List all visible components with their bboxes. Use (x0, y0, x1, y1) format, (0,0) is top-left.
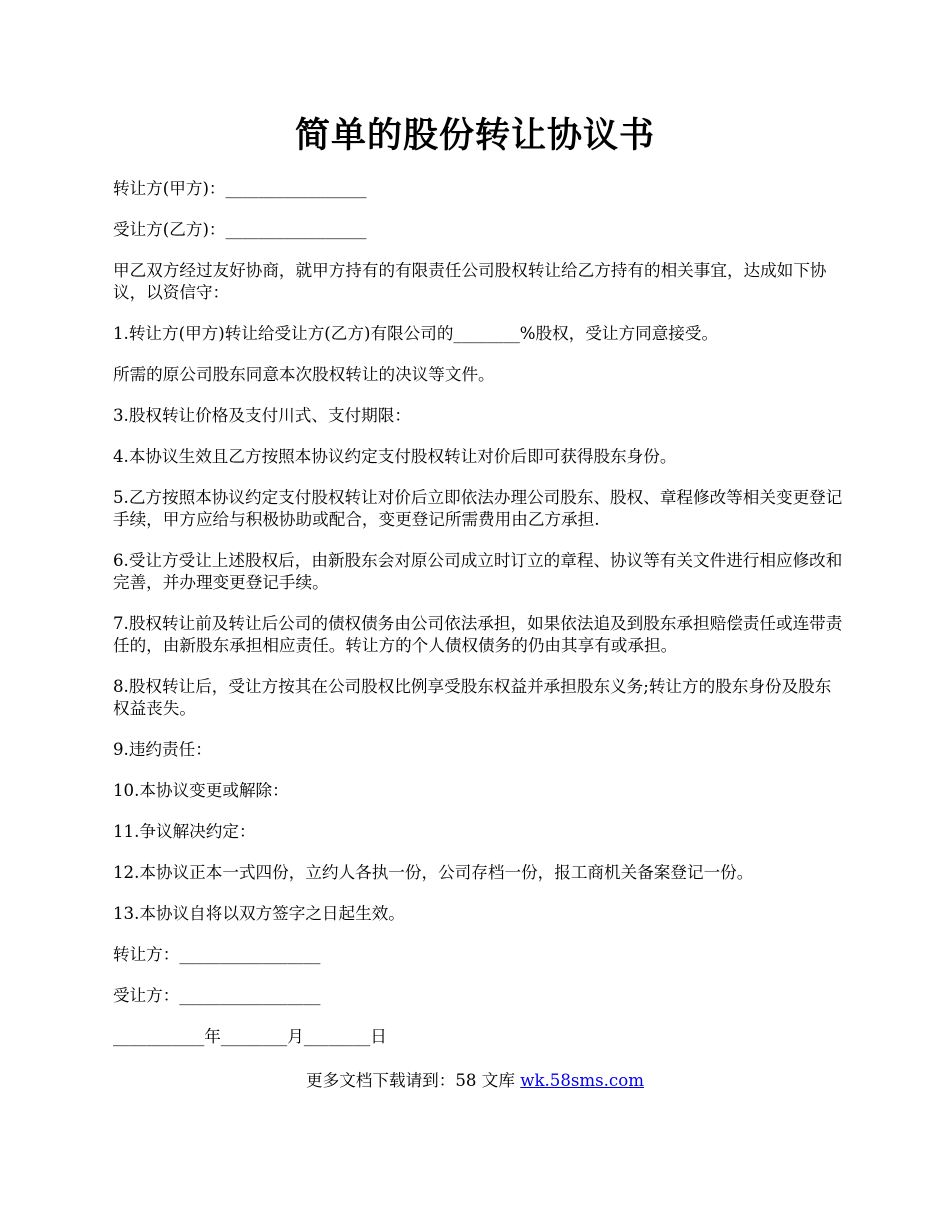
footer (0, 1070, 950, 1092)
clause-2: 所需的原公司股东同意本次股权转让的决议等文件。 (113, 365, 495, 384)
clause-3: 3.股权转让价格及支付川式、支付期限： (113, 406, 411, 425)
clause-11: 11.争议解决约定： (113, 822, 256, 841)
clause-13: 13.本协议自将以双方签字之日起生效。 (113, 904, 405, 923)
footer-text: 更多文档下载请到：58 文库 (306, 1071, 521, 1090)
clause-1: 1.转让方(甲方)转让给受让方(乙方)有限公司的________%股权，受让方同意接受。 (113, 324, 719, 343)
clause-6: 6.受让方受让上述股权后，由新股东会对原公司成立时订立的章程、协议等有关文件进行相应修改和完善，并办理变更登记手续。 (113, 551, 843, 592)
transferor-signature-line: 转让方：_________________ (113, 945, 321, 964)
date-line: ___________年________月________日 (113, 1027, 387, 1046)
preamble-paragraph: 甲乙双方经过友好协商，就甲方持有的有限责任公司股权转让给乙方持有的相关事宜，达成如下协议，以资信守： (113, 261, 827, 302)
clause-4: 4.本协议生效且乙方按照本协议约定支付股权转让对价后即可获得股东身份。 (113, 447, 677, 466)
footer-link[interactable]: wk.58sms.com (520, 1071, 644, 1090)
clause-5: 5.乙方按照本协议约定支付股权转让对价后立即依法办理公司股东、股权、章程修改等相关变更登记手续，甲方应给与积极协助或配合，变更登记所需费用由乙方承担. (113, 488, 843, 529)
transferee-party-b-line: 受让方(乙方)：_________________ (113, 220, 367, 239)
transferee-signature-line: 受让方：_________________ (113, 986, 321, 1005)
document-body (113, 178, 843, 1067)
clause-7: 7.股权转让前及转让后公司的债权债务由公司依法承担，如果依法追及到股东承担赔偿责任或连带责任的，由新股东承担相应责任。转让方的个人债权债务的仍由其享有或承担。 (113, 614, 843, 655)
clause-10: 10.本协议变更或解除： (113, 781, 289, 800)
document-title: 简单的股份转让协议书 (294, 115, 655, 156)
clause-8: 8.股权转让后，受让方按其在公司股权比例享受股东权益并承担股东义务;转让方的股东身份及股东权益丧失。 (113, 677, 832, 718)
clause-9: 9.违约责任： (113, 740, 212, 759)
transferor-party-a-line: 转让方(甲方)：_________________ (113, 179, 367, 198)
clause-12: 12.本协议正本一式四份，立约人各执一份，公司存档一份，报工商机关备案登记一份。 (113, 863, 754, 882)
